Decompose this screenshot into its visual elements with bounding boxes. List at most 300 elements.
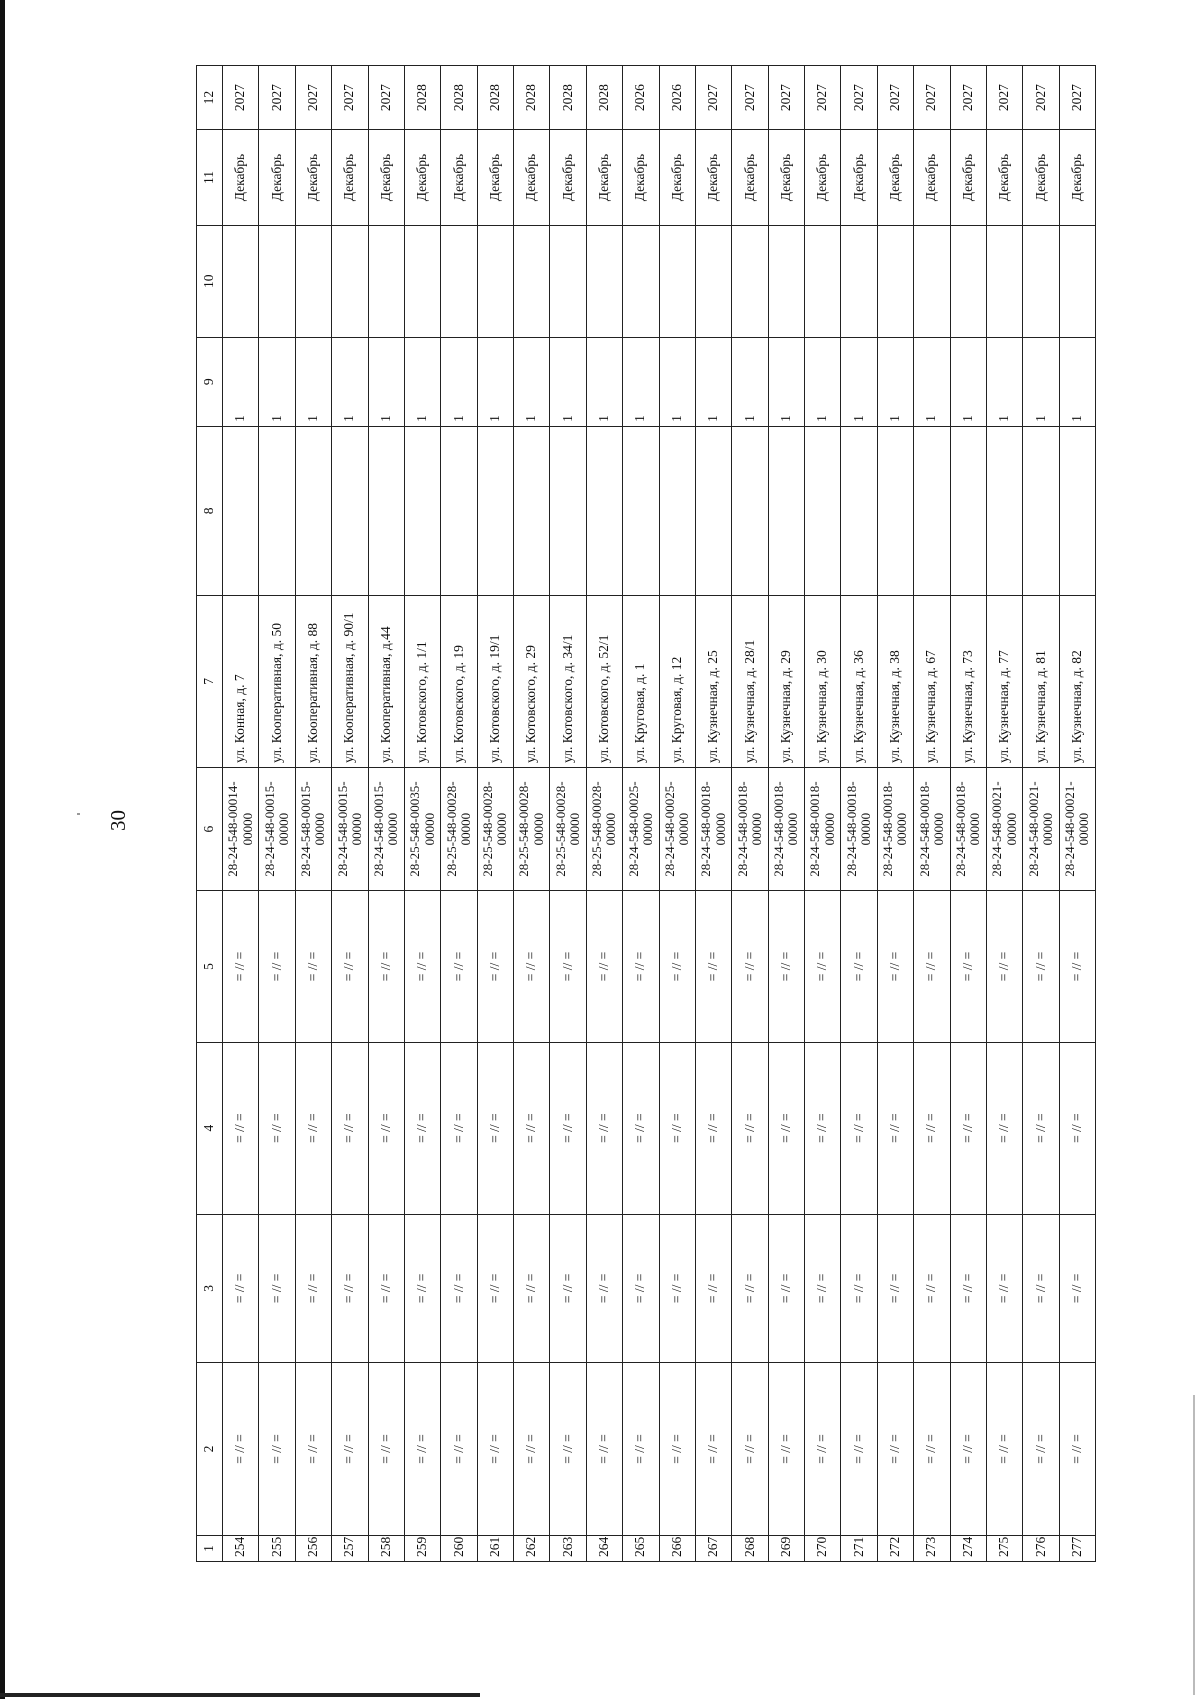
quantity-cell: 1: [623, 337, 659, 426]
address-cell: ул. Конная, д. 7: [223, 595, 259, 767]
cadastral-code-cell: 28-24-548-00015-00000: [332, 767, 368, 890]
row-number-cell: 261: [477, 1536, 513, 1562]
col3-cell: = // =: [659, 1214, 695, 1362]
col10-cell: [259, 225, 295, 337]
address-cell: ул. Кузнечная, д. 36: [841, 595, 877, 767]
row-number-cell: 273: [914, 1536, 950, 1562]
month-cell: Декабрь: [623, 130, 659, 225]
header-col-6: 6: [197, 767, 223, 890]
col2-cell: = // =: [986, 1362, 1022, 1535]
header-col-3: 3: [197, 1214, 223, 1362]
col3-cell: = // =: [841, 1214, 877, 1362]
month-cell: Декабрь: [841, 130, 877, 225]
page-number: 30: [106, 810, 130, 831]
quantity-cell: 1: [550, 337, 586, 426]
table-row: [841, 66, 877, 1562]
col10-cell: [586, 225, 622, 337]
header-col-5: 5: [197, 891, 223, 1042]
col8-cell: [550, 426, 586, 595]
table-body: [223, 66, 1096, 1562]
quantity-cell: 1: [732, 337, 768, 426]
month-cell: Декабрь: [586, 130, 622, 225]
col8-cell: [332, 426, 368, 595]
address-cell: ул. Круговая, д. 12: [659, 595, 695, 767]
col2-cell: = // =: [732, 1362, 768, 1535]
col5-cell: = // =: [332, 891, 368, 1042]
year-cell: 2028: [477, 66, 513, 130]
col5-cell: = // =: [732, 891, 768, 1042]
col10-cell: [477, 225, 513, 337]
col4-cell: = // =: [404, 1042, 440, 1214]
quantity-cell: 1: [950, 337, 986, 426]
col8-cell: [768, 426, 804, 595]
year-cell: 2027: [295, 66, 331, 130]
col5-cell: = // =: [1023, 891, 1059, 1042]
col3-cell: = // =: [223, 1214, 259, 1362]
address-cell: ул. Котовского, д. 1/1: [404, 595, 440, 767]
col4-cell: = // =: [332, 1042, 368, 1214]
col8-cell: [950, 426, 986, 595]
scan-bottom-edge: [0, 1693, 480, 1697]
col4-cell: = // =: [805, 1042, 841, 1214]
col5-cell: = // =: [877, 891, 913, 1042]
address-cell: ул. Круговая, д. 1: [623, 595, 659, 767]
address-cell: ул. Кооперативная, д.44: [368, 595, 404, 767]
month-cell: Декабрь: [914, 130, 950, 225]
cadastral-code-cell: 28-24-548-00015-00000: [259, 767, 295, 890]
address-cell: ул. Кузнечная, д. 81: [1023, 595, 1059, 767]
col4-cell: = // =: [659, 1042, 695, 1214]
col10-cell: [805, 225, 841, 337]
table-row: [514, 66, 550, 1562]
row-number-cell: 267: [695, 1536, 731, 1562]
col4-cell: = // =: [950, 1042, 986, 1214]
col4-cell: = // =: [550, 1042, 586, 1214]
col2-cell: = // =: [223, 1362, 259, 1535]
col5-cell: = // =: [259, 891, 295, 1042]
col8-cell: [877, 426, 913, 595]
quantity-cell: 1: [514, 337, 550, 426]
address-cell: ул. Кооперативная, д. 50: [259, 595, 295, 767]
cadastral-code-cell: 28-24-548-00018-00000: [914, 767, 950, 890]
col8-cell: [404, 426, 440, 595]
year-cell: 2027: [368, 66, 404, 130]
table-row: [659, 66, 695, 1562]
address-cell: ул. Кузнечная, д. 82: [1059, 595, 1095, 767]
col2-cell: = // =: [914, 1362, 950, 1535]
col4-cell: = // =: [477, 1042, 513, 1214]
address-cell: ул. Кузнечная, д. 67: [914, 595, 950, 767]
quantity-cell: 1: [805, 337, 841, 426]
col8-cell: [1023, 426, 1059, 595]
month-cell: Декабрь: [514, 130, 550, 225]
header-col-11: 11: [197, 130, 223, 225]
col3-cell: = // =: [1059, 1214, 1095, 1362]
month-cell: Декабрь: [659, 130, 695, 225]
col8-cell: [695, 426, 731, 595]
year-cell: 2028: [404, 66, 440, 130]
col10-cell: [768, 225, 804, 337]
year-cell: 2028: [550, 66, 586, 130]
quantity-cell: 1: [914, 337, 950, 426]
month-cell: Декабрь: [695, 130, 731, 225]
col5-cell: = // =: [695, 891, 731, 1042]
col8-cell: [295, 426, 331, 595]
register-table: [196, 65, 1096, 1562]
header-col-4: 4: [197, 1042, 223, 1214]
col5-cell: = // =: [368, 891, 404, 1042]
quantity-cell: 1: [1023, 337, 1059, 426]
row-number-cell: 256: [295, 1536, 331, 1562]
quantity-cell: 1: [368, 337, 404, 426]
month-cell: Декабрь: [295, 130, 331, 225]
row-number-cell: 264: [586, 1536, 622, 1562]
col2-cell: = // =: [841, 1362, 877, 1535]
row-number-cell: 258: [368, 1536, 404, 1562]
quantity-cell: 1: [332, 337, 368, 426]
row-number-cell: 272: [877, 1536, 913, 1562]
col3-cell: = // =: [477, 1214, 513, 1362]
table-row: [1023, 66, 1059, 1562]
col4-cell: = // =: [586, 1042, 622, 1214]
col2-cell: = // =: [477, 1362, 513, 1535]
cadastral-code-cell: 28-24-548-00015-00000: [295, 767, 331, 890]
table-row: [550, 66, 586, 1562]
table-row: [950, 66, 986, 1562]
col5-cell: = // =: [550, 891, 586, 1042]
col3-cell: = // =: [805, 1214, 841, 1362]
row-number-cell: 270: [805, 1536, 841, 1562]
col2-cell: = // =: [586, 1362, 622, 1535]
col2-cell: = // =: [259, 1362, 295, 1535]
year-cell: 2027: [332, 66, 368, 130]
scan-speck: [77, 813, 80, 815]
table-row: [914, 66, 950, 1562]
address-cell: ул. Котовского, д. 29: [514, 595, 550, 767]
col10-cell: [841, 225, 877, 337]
address-cell: ул. Кооперативная, д. 88: [295, 595, 331, 767]
table-row: [441, 66, 477, 1562]
col2-cell: = // =: [295, 1362, 331, 1535]
col10-cell: [514, 225, 550, 337]
address-cell: ул. Кузнечная, д. 28/1: [732, 595, 768, 767]
row-number-cell: 275: [986, 1536, 1022, 1562]
address-cell: ул. Кузнечная, д. 25: [695, 595, 731, 767]
address-cell: ул. Кузнечная, д. 29: [768, 595, 804, 767]
year-cell: 2027: [768, 66, 804, 130]
scan-left-edge: [0, 0, 5, 1699]
col3-cell: = // =: [950, 1214, 986, 1362]
col10-cell: [368, 225, 404, 337]
year-cell: 2028: [586, 66, 622, 130]
address-cell: ул. Котовского, д. 52/1: [586, 595, 622, 767]
col2-cell: = // =: [441, 1362, 477, 1535]
month-cell: Декабрь: [732, 130, 768, 225]
month-cell: Декабрь: [986, 130, 1022, 225]
col3-cell: = // =: [986, 1214, 1022, 1362]
col4-cell: = // =: [732, 1042, 768, 1214]
col8-cell: [259, 426, 295, 595]
address-cell: ул. Кузнечная, д. 73: [950, 595, 986, 767]
row-number-cell: 257: [332, 1536, 368, 1562]
year-cell: 2027: [841, 66, 877, 130]
header-col-8: 8: [197, 426, 223, 595]
col3-cell: = // =: [1023, 1214, 1059, 1362]
col3-cell: = // =: [295, 1214, 331, 1362]
cadastral-code-cell: 28-24-548-00018-00000: [768, 767, 804, 890]
header-col-9: 9: [197, 337, 223, 426]
col3-cell: = // =: [877, 1214, 913, 1362]
header-col-10: 10: [197, 225, 223, 337]
cadastral-code-cell: 28-25-548-00028-00000: [477, 767, 513, 890]
month-cell: Декабрь: [950, 130, 986, 225]
row-number-cell: 276: [1023, 1536, 1059, 1562]
col8-cell: [805, 426, 841, 595]
col2-cell: = // =: [332, 1362, 368, 1535]
quantity-cell: 1: [841, 337, 877, 426]
table-row: [332, 66, 368, 1562]
col4-cell: = // =: [259, 1042, 295, 1214]
cadastral-code-cell: 28-24-548-00018-00000: [732, 767, 768, 890]
table-row: [295, 66, 331, 1562]
month-cell: Декабрь: [259, 130, 295, 225]
col5-cell: = // =: [841, 891, 877, 1042]
col5-cell: = // =: [404, 891, 440, 1042]
col4-cell: = // =: [841, 1042, 877, 1214]
col10-cell: [695, 225, 731, 337]
address-cell: ул. Котовского, д. 34/1: [550, 595, 586, 767]
col10-cell: [877, 225, 913, 337]
col8-cell: [732, 426, 768, 595]
month-cell: Декабрь: [768, 130, 804, 225]
month-cell: Декабрь: [441, 130, 477, 225]
cadastral-code-cell: 28-25-548-00035-00000: [404, 767, 440, 890]
table-row: [223, 66, 259, 1562]
col5-cell: = // =: [223, 891, 259, 1042]
col10-cell: [659, 225, 695, 337]
col4-cell: = // =: [986, 1042, 1022, 1214]
quantity-cell: 1: [586, 337, 622, 426]
col10-cell: [332, 225, 368, 337]
month-cell: Декабрь: [1059, 130, 1095, 225]
cadastral-code-cell: 28-24-548-00021-00000: [1059, 767, 1095, 890]
table-row: [368, 66, 404, 1562]
quantity-cell: 1: [768, 337, 804, 426]
col3-cell: = // =: [732, 1214, 768, 1362]
address-cell: ул. Кузнечная, д. 30: [805, 595, 841, 767]
table-row: [768, 66, 804, 1562]
col4-cell: = // =: [695, 1042, 731, 1214]
address-cell: ул. Котовского, д. 19: [441, 595, 477, 767]
cadastral-code-cell: 28-24-548-00014-00000: [223, 767, 259, 890]
month-cell: Декабрь: [477, 130, 513, 225]
table-row: [732, 66, 768, 1562]
row-number-cell: 259: [404, 1536, 440, 1562]
cadastral-code-cell: 28-24-548-00018-00000: [841, 767, 877, 890]
row-number-cell: 254: [223, 1536, 259, 1562]
header-col-12: 12: [197, 66, 223, 130]
col3-cell: = // =: [914, 1214, 950, 1362]
col5-cell: = // =: [1059, 891, 1095, 1042]
year-cell: 2027: [695, 66, 731, 130]
col2-cell: = // =: [404, 1362, 440, 1535]
col4-cell: = // =: [1059, 1042, 1095, 1214]
col8-cell: [841, 426, 877, 595]
table-row: [986, 66, 1022, 1562]
row-number-cell: 265: [623, 1536, 659, 1562]
cadastral-code-cell: 28-24-548-00018-00000: [805, 767, 841, 890]
table-row: [404, 66, 440, 1562]
address-cell: ул. Кузнечная, д. 38: [877, 595, 913, 767]
cadastral-code-cell: 28-24-548-00025-00000: [623, 767, 659, 890]
table-row: [623, 66, 659, 1562]
col5-cell: = // =: [295, 891, 331, 1042]
quantity-cell: 1: [695, 337, 731, 426]
col5-cell: = // =: [768, 891, 804, 1042]
cadastral-code-cell: 28-24-548-00021-00000: [986, 767, 1022, 890]
col5-cell: = // =: [950, 891, 986, 1042]
col4-cell: = // =: [623, 1042, 659, 1214]
col10-cell: [623, 225, 659, 337]
col5-cell: = // =: [659, 891, 695, 1042]
cadastral-code-cell: 28-24-548-00018-00000: [877, 767, 913, 890]
cadastral-code-cell: 28-24-548-00021-00000: [1023, 767, 1059, 890]
col3-cell: = // =: [259, 1214, 295, 1362]
col5-cell: = // =: [986, 891, 1022, 1042]
quantity-cell: 1: [877, 337, 913, 426]
quantity-cell: 1: [223, 337, 259, 426]
col5-cell: = // =: [623, 891, 659, 1042]
col8-cell: [368, 426, 404, 595]
row-number-cell: 271: [841, 1536, 877, 1562]
col4-cell: = // =: [368, 1042, 404, 1214]
col5-cell: = // =: [914, 891, 950, 1042]
col4-cell: = // =: [914, 1042, 950, 1214]
quantity-cell: 1: [659, 337, 695, 426]
month-cell: Декабрь: [223, 130, 259, 225]
cadastral-code-cell: 28-24-548-00018-00000: [950, 767, 986, 890]
year-cell: 2026: [659, 66, 695, 130]
col2-cell: = // =: [368, 1362, 404, 1535]
col2-cell: = // =: [1059, 1362, 1095, 1535]
col2-cell: = // =: [623, 1362, 659, 1535]
quantity-cell: 1: [1059, 337, 1095, 426]
cadastral-code-cell: 28-24-548-00018-00000: [695, 767, 731, 890]
month-cell: Декабрь: [368, 130, 404, 225]
quantity-cell: 1: [404, 337, 440, 426]
col5-cell: = // =: [514, 891, 550, 1042]
col10-cell: [295, 225, 331, 337]
table-row: [477, 66, 513, 1562]
col2-cell: = // =: [768, 1362, 804, 1535]
year-cell: 2027: [223, 66, 259, 130]
col3-cell: = // =: [368, 1214, 404, 1362]
year-cell: 2027: [1059, 66, 1095, 130]
col8-cell: [1059, 426, 1095, 595]
address-cell: ул. Кооперативная, д. 90/1: [332, 595, 368, 767]
col10-cell: [550, 225, 586, 337]
col5-cell: = // =: [805, 891, 841, 1042]
quantity-cell: 1: [986, 337, 1022, 426]
header-col-7: 7: [197, 595, 223, 767]
row-number-cell: 255: [259, 1536, 295, 1562]
col5-cell: = // =: [441, 891, 477, 1042]
col4-cell: = // =: [768, 1042, 804, 1214]
col10-cell: [223, 225, 259, 337]
col2-cell: = // =: [950, 1362, 986, 1535]
row-number-cell: 269: [768, 1536, 804, 1562]
col3-cell: = // =: [404, 1214, 440, 1362]
col4-cell: = // =: [295, 1042, 331, 1214]
year-cell: 2027: [259, 66, 295, 130]
rotated-table-wrapper: [196, 65, 1096, 1562]
cadastral-code-cell: 28-24-548-00015-00000: [368, 767, 404, 890]
row-number-cell: 268: [732, 1536, 768, 1562]
month-cell: Декабрь: [550, 130, 586, 225]
year-cell: 2027: [877, 66, 913, 130]
col4-cell: = // =: [223, 1042, 259, 1214]
col10-cell: [404, 225, 440, 337]
cadastral-code-cell: 28-25-548-00028-00000: [550, 767, 586, 890]
row-number-cell: 263: [550, 1536, 586, 1562]
col10-cell: [1059, 225, 1095, 337]
month-cell: Декабрь: [332, 130, 368, 225]
col8-cell: [223, 426, 259, 595]
col10-cell: [986, 225, 1022, 337]
col8-cell: [477, 426, 513, 595]
col4-cell: = // =: [514, 1042, 550, 1214]
quantity-cell: 1: [441, 337, 477, 426]
row-number-cell: 274: [950, 1536, 986, 1562]
header-col-1: 1: [197, 1536, 223, 1562]
address-cell: ул. Кузнечная, д. 77: [986, 595, 1022, 767]
col2-cell: = // =: [1023, 1362, 1059, 1535]
year-cell: 2028: [441, 66, 477, 130]
year-cell: 2027: [950, 66, 986, 130]
row-number-cell: 262: [514, 1536, 550, 1562]
col10-cell: [441, 225, 477, 337]
col5-cell: = // =: [586, 891, 622, 1042]
quantity-cell: 1: [259, 337, 295, 426]
col3-cell: = // =: [514, 1214, 550, 1362]
header-row: [197, 66, 223, 1562]
col8-cell: [623, 426, 659, 595]
col8-cell: [914, 426, 950, 595]
scan-right-mark: [1193, 1395, 1195, 1695]
quantity-cell: 1: [477, 337, 513, 426]
row-number-cell: 266: [659, 1536, 695, 1562]
col8-cell: [659, 426, 695, 595]
cadastral-code-cell: 28-24-548-00025-00000: [659, 767, 695, 890]
year-cell: 2027: [805, 66, 841, 130]
col3-cell: = // =: [550, 1214, 586, 1362]
table-row: [877, 66, 913, 1562]
row-number-cell: 260: [441, 1536, 477, 1562]
address-cell: ул. Котовского, д. 19/1: [477, 595, 513, 767]
cadastral-code-cell: 28-25-548-00028-00000: [586, 767, 622, 890]
year-cell: 2027: [732, 66, 768, 130]
col2-cell: = // =: [695, 1362, 731, 1535]
col4-cell: = // =: [441, 1042, 477, 1214]
col2-cell: = // =: [877, 1362, 913, 1535]
col2-cell: = // =: [514, 1362, 550, 1535]
col10-cell: [950, 225, 986, 337]
col4-cell: = // =: [1023, 1042, 1059, 1214]
year-cell: 2026: [623, 66, 659, 130]
table-row: [1059, 66, 1095, 1562]
col8-cell: [986, 426, 1022, 595]
col2-cell: = // =: [805, 1362, 841, 1535]
